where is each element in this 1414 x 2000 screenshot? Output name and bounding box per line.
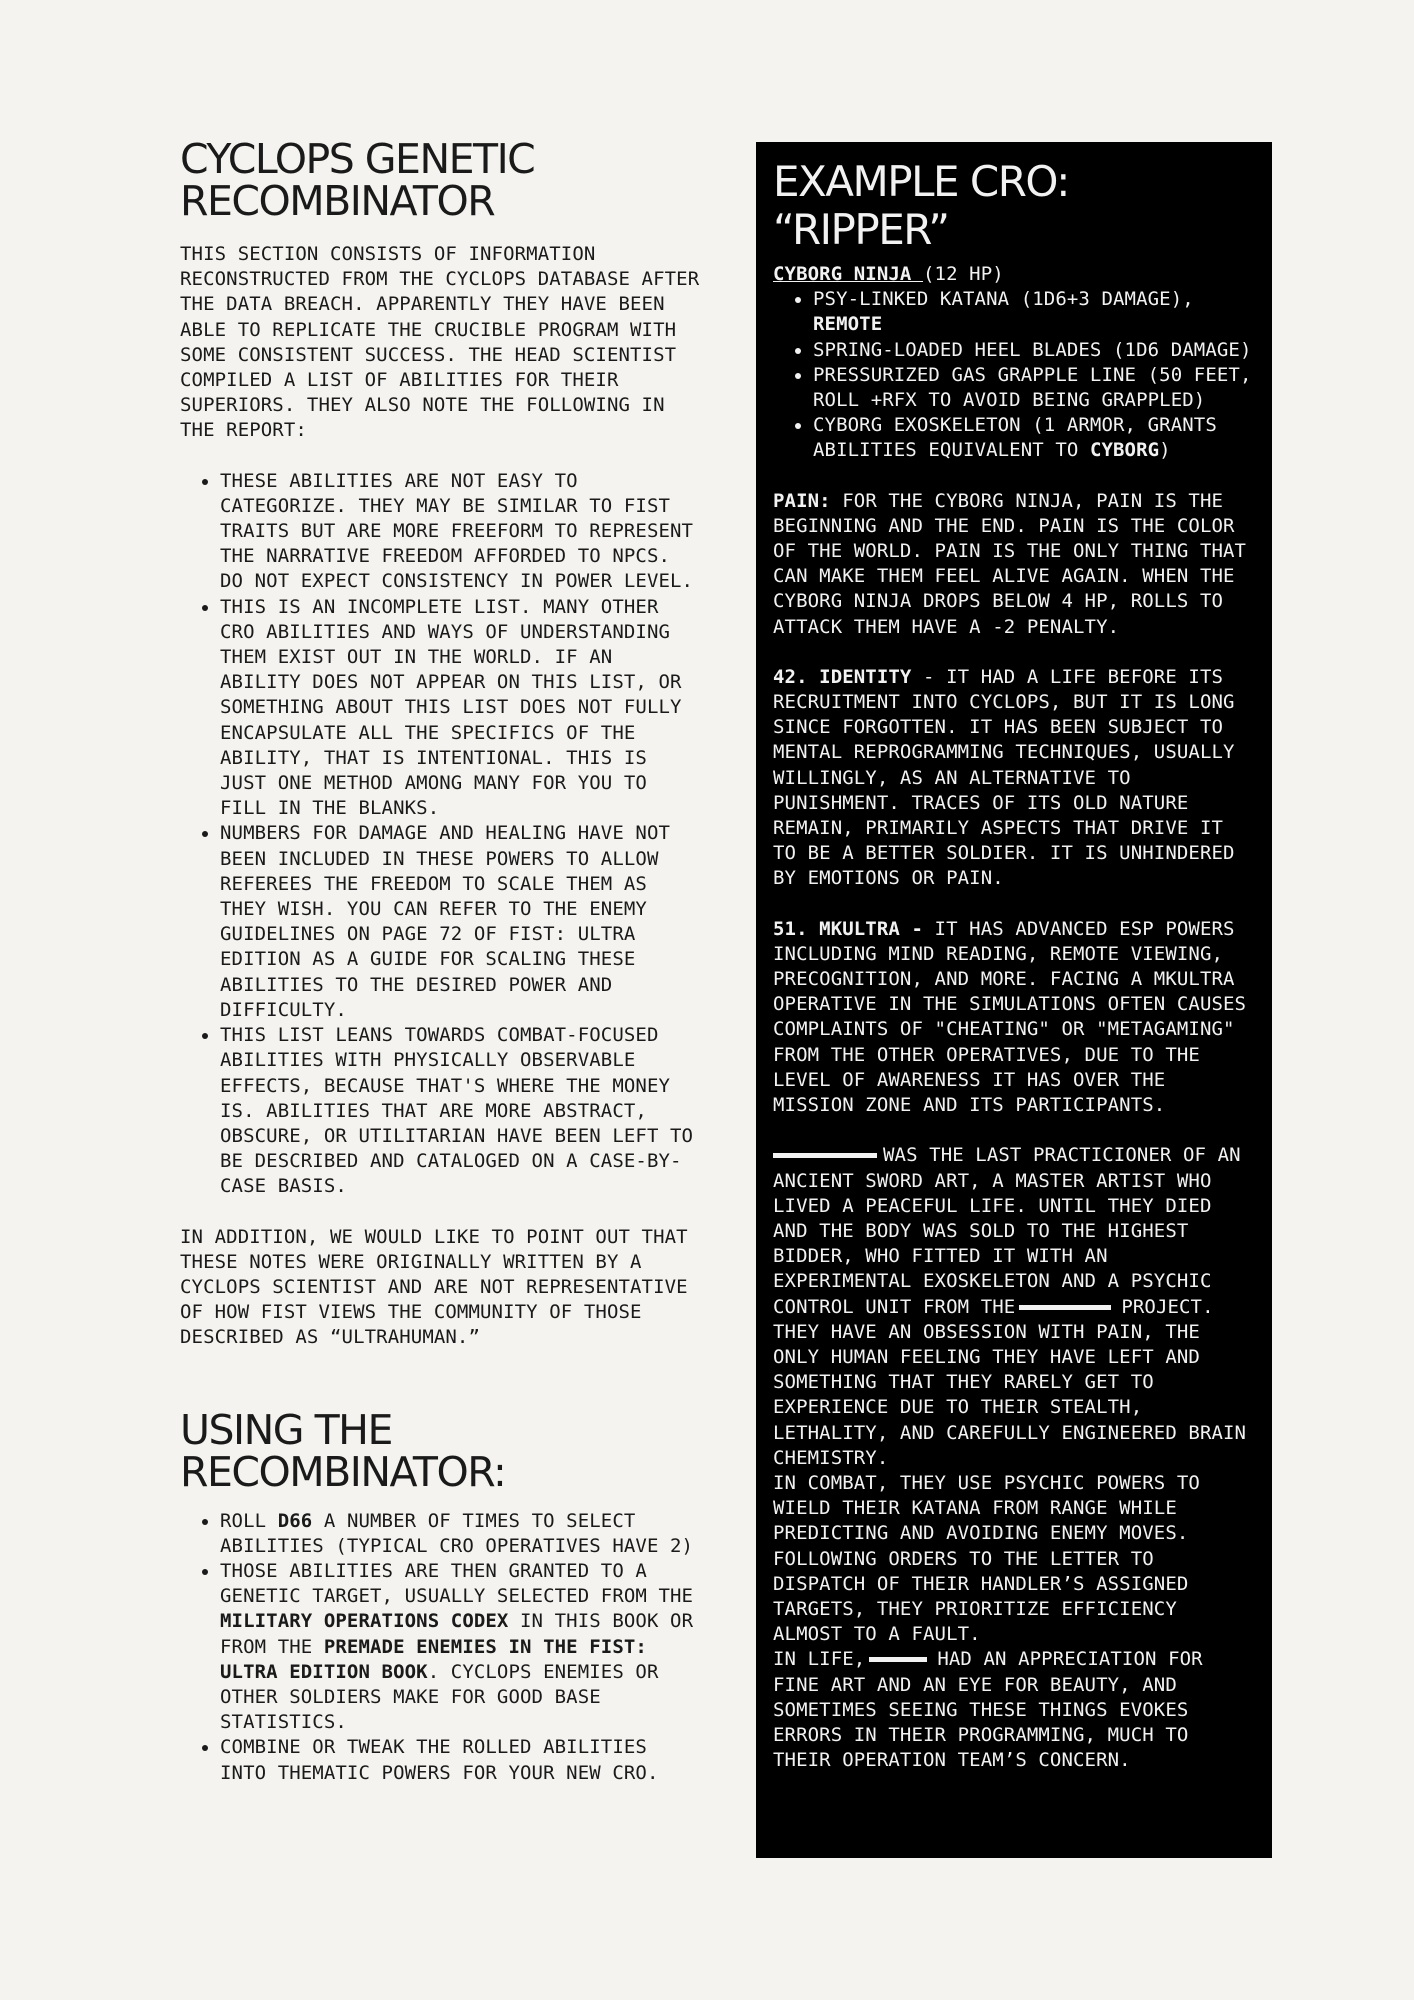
bold-text: D66 (277, 1509, 313, 1532)
gear-item: • PRESSURIZED GAS GRAPPLE LINE (50 FEET, ROLL +RFX TO AVOID BEING GRAPPLED) (813, 363, 1252, 413)
redaction-bar (869, 1657, 927, 1662)
text: ROLL (220, 1509, 278, 1532)
text: WAS THE LAST PRACTICIONER OF AN ANCIENT SWORD ART, A MASTER ARTIST WHO LIVED A PEACEFUL LIFE. UNTIL THEY DIED AND THE BODY WAS SOLD TO THE HIGHEST BIDDER, WHO FITTED IT WITH AN EXPERIMENTAL EXOSKELETON AND A PSYCHIC CONTROL UNIT FROM THE (773, 1144, 1241, 1318)
subject-hp: (12 HP) (923, 263, 1004, 285)
left-column (180, 135, 700, 1786)
identity-label: 42. IDENTITY (773, 665, 912, 688)
text: CYBORG EXOSKELETON (1 ARMOR, GRANTS ABILITIES EQUIVALENT TO (813, 414, 1217, 462)
bio-paragraph (773, 1143, 1252, 1471)
subject-line (773, 262, 1252, 287)
text: . CYCLOPS ENEMIES OR OTHER SOLDIERS MAKE FOR GOOD BASE STATISTICS. (220, 1660, 659, 1734)
bold-text: REMOTE (813, 313, 883, 336)
combat-paragraph: IN COMBAT, THEY USE PSYCHIC POWERS TO WIELD THEIR KATANA FROM RANGE WHILE PREDICTING AND AVOIDING ENEMY MOVES. FOLLOWING ORDERS TO THE LETTER TO DISPATCH OF THEIR HANDLER’S ASSIGNED TARGETS, THEY PRIORITIZE EFFICIENCY ALMOST TO A FAULT. (773, 1471, 1200, 1646)
identity-paragraph (773, 665, 1252, 892)
text: ) (1159, 439, 1171, 462)
pain-label: PAIN: (773, 489, 831, 512)
life-paragraph (773, 1647, 1252, 1773)
gear-item (813, 287, 1252, 337)
text: THOSE ABILITIES ARE THEN GRANTED TO A GENETIC TARGET, USUALLY SELECTED FROM THE (220, 1559, 694, 1608)
using-item: • COMBINE OR TWEAK THE ROLLED ABILITIES INTO THEMATIC POWERS FOR YOUR NEW CRO. (220, 1735, 700, 1785)
pain-paragraph (773, 489, 1252, 640)
text: PROJECT. THEY HAVE AN OBSESSION WITH PAIN, THE ONLY HUMAN FEELING THEY HAVE LEFT AND SOMETHING THAT THEY RARELY GET TO EXPERIENCE DUE TO THEIR STEALTH, LETHALITY, AND CAREFULLY ENGINEERED BRAIN CHEMISTRY. (773, 1295, 1247, 1469)
addition-paragraph: IN ADDITION, WE WOULD LIKE TO POINT OUT THAT THESE NOTES WERE ORIGINALLY WRITTEN BY A CYCLOPS SCIENTIST AND ARE NOT REPRESENTATIVE OF HOW FIST VIEWS THE COMMUNITY OF THOSE DESCRIBED AS “ULTRAHUMAN.” (180, 1225, 688, 1349)
mkultra-paragraph (773, 917, 1252, 1119)
using-list (180, 1509, 700, 1786)
section-title: CYCLOPS GENETIC RECOMBINATOR (180, 135, 535, 225)
subject-name: CYBORG NINJA (773, 263, 924, 285)
text: HAD AN APPRECIATION FOR FINE ART AND AN EYE FOR BEAUTY, AND SOMETIMES SEEING THESE THINGS EVOKES ERRORS IN THEIR PROGRAMMING, MUCH TO THEIR OPERATION TEAM’S CONCERN. (773, 1648, 1203, 1772)
using-item (220, 1559, 700, 1735)
gear-item: • SPRING-LOADED HEEL BLADES (1D6 DAMAGE) (813, 338, 1252, 363)
text: A NUMBER OF TIMES TO SELECT ABILITIES (TYPICAL CRO OPERATIVES HAVE 2) (220, 1509, 694, 1557)
note-item: • NUMBERS FOR DAMAGE AND HEALING HAVE NOT BEEN INCLUDED IN THESE POWERS TO ALLOW REFEREES THE FREEDOM TO SCALE THEM AS THEY WISH. YOU CAN REFER TO THE ENEMY GUIDELINES ON PAGE 72 OF FIST: ULTRA EDITION AS A GUIDE FOR SCALING THESE ABILITIES TO THE DESIRED POWER AND DIFFICULTY. (220, 821, 700, 1023)
gear-item (813, 413, 1252, 463)
text: PSY-LINKED KATANA (1D6+3 DAMAGE), (813, 288, 1194, 311)
bold-text: MILITARY OPERATIONS CODEX (220, 1610, 509, 1633)
text: FOR THE CYBORG NINJA, PAIN IS THE BEGINNING AND THE END. PAIN IS THE COLOR OF THE WORLD. PAIN IS THE ONLY THING THAT CAN MAKE THEM FEEL ALIVE AGAIN. WHEN THE CYBORG NINJA DROPS BELOW 4 HP, ROLLS TO ATTACK THEM HAVE A -2 PENALTY. (773, 489, 1247, 638)
intro-paragraph: THIS SECTION CONSISTS OF INFORMATION RECONSTRUCTED FROM THE CYCLOPS DATABASE AFTER THE DATA BREACH. APPARENTLY THEY HAVE BEEN ABLE TO REPLICATE THE CRUCIBLE PROGRAM WITH SOME CONSISTENT SUCCESS. THE HEAD SCIENTIST COMPILED A LIST OF ABILITIES FOR THEIR SUPERIORS. THEY ALSO NOTE THE FOLLOWING IN THE REPORT: (180, 243, 700, 442)
note-item: • THIS LIST LEANS TOWARDS COMBAT-FOCUSED ABILITIES WITH PHYSICALLY OBSERVABLE EFFECTS, BECAUSE THAT'S WHERE THE MONEY IS. ABILITIES THAT ARE MORE ABSTRACT, OBSCURE, OR UTILITARIAN HAVE BEEN LEFT TO BE DESCRIBED AND CATALOGED ON A CASE-BY-CASE BASIS. (220, 1023, 700, 1199)
using-item (220, 1509, 700, 1559)
mkultra-label: 51. MKULTRA - (773, 917, 924, 940)
text: IT HAS ADVANCED ESP POWERS INCLUDING MIND READING, REMOTE VIEWING, PRECOGNITION, AND MORE. FACING A MKULTRA OPERATIVE IN THE SIMULATIONS OFTEN CAUSES COMPLAINTS OF "CHEATING" OR "METAGAMING" FROM THE OTHER OPERATIVES, DUE TO THE LEVEL OF AWARENESS IT HAS OVER THE MISSION ZONE AND ITS PARTICIPANTS. (773, 917, 1247, 1117)
note-item: • THIS IS AN INCOMPLETE LIST. MANY OTHER CRO ABILITIES AND WAYS OF UNDERSTANDING THEM EXIST OUT IN THE WORLD. IF AN ABILITY DOES NOT APPEAR ON THIS LIST, OR SOMETHING ABOUT THIS LIST DOES NOT FULLY ENCAPSULATE ALL THE SPECIFICS OF THE ABILITY, THAT IS INTENTIONAL. THIS IS JUST ONE METHOD AMONG MANY FOR YOU TO FILL IN THE BLANKS. (220, 595, 700, 822)
redaction-bar (773, 1153, 877, 1158)
text: IN LIFE, (773, 1648, 866, 1671)
using-title: USING THE RECOMBINATOR: (180, 1405, 506, 1496)
text: - IT HAD A LIFE BEFORE ITS RECRUITMENT INTO CYCLOPS, BUT IT IS LONG SINCE FORGOTTEN. IT HAS BEEN SUBJECT TO MENTAL REPROGRAMMING TECHNIQUES, USUALLY WILLINGLY, AS AN ALTERNATIVE TO PUNISHMENT. TRACES OF ITS OLD NATURE REMAIN, PRIMARILY ASPECTS THAT DRIVE IT TO BE A BETTER SOLDIER. IT IS UNHINDERED BY EMOTIONS OR PAIN. (773, 665, 1235, 890)
example-cro-box (756, 142, 1272, 1858)
text: IN THIS BOOK OR FROM THE (220, 1610, 694, 1658)
notes-list (180, 469, 700, 1200)
example-title: EXAMPLE CRO: “RIPPER” (773, 157, 1069, 254)
note-item: • THESE ABILITIES ARE NOT EASY TO CATEGORIZE. THEY MAY BE SIMILAR TO FIST TRAITS BUT ARE MORE FREEFORM TO REPRESENT THE NARRATIVE FREEDOM AFFORDED TO NPCS. DO NOT EXPECT CONSISTENCY IN POWER LEVEL. (220, 469, 700, 595)
bold-text: PREMADE ENEMIES IN THE FIST: ULTRA EDITION BOOK (220, 1635, 647, 1683)
gear-list (773, 287, 1252, 463)
bold-text: CYBORG (1089, 439, 1160, 462)
redaction-bar (1019, 1305, 1111, 1310)
